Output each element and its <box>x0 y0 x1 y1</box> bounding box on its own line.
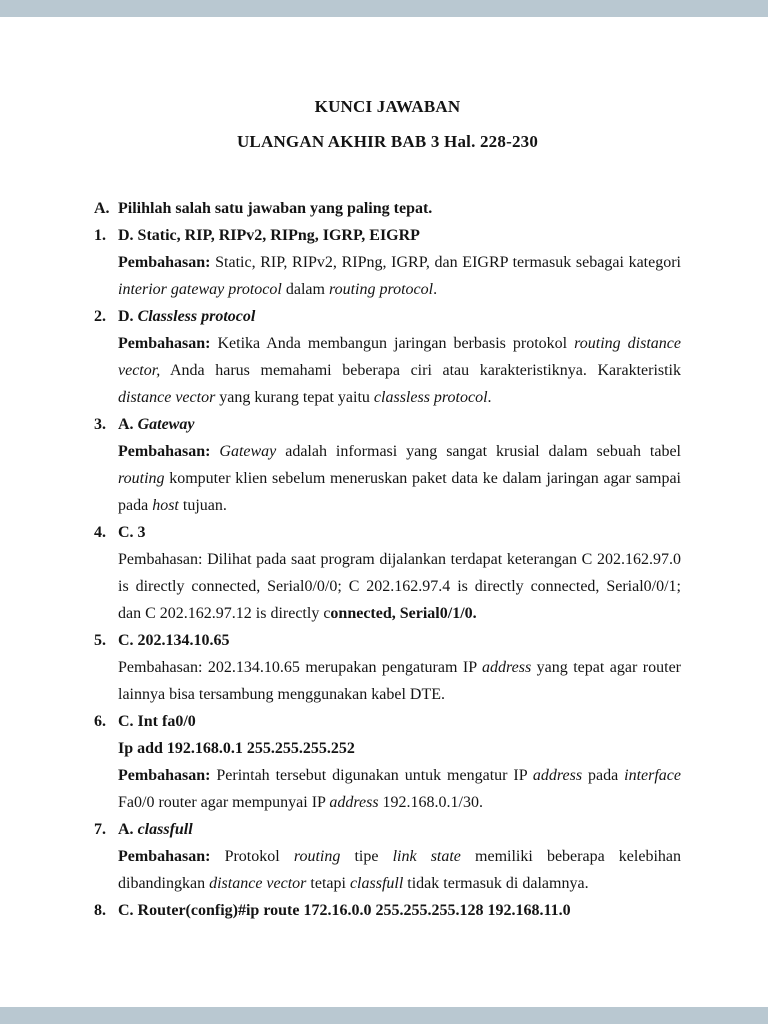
text-segment: . <box>487 389 492 406</box>
item-paragraph <box>118 762 681 816</box>
item-content <box>118 519 681 627</box>
item-paragraph <box>118 249 681 303</box>
item-number: 4. <box>94 524 106 541</box>
text-segment: yang kurang tepat yaitu <box>215 389 374 406</box>
text-segment: routing distance vector, <box>118 335 681 379</box>
text-segment: Perintah tersebut digunakan untuk mengatur IP <box>210 767 533 784</box>
text-segment: 192.168.0.1/30. <box>378 794 483 811</box>
text-segment: distance vector <box>209 875 307 892</box>
item-paragraph <box>118 546 681 627</box>
item-content <box>118 303 681 411</box>
text-segment: routing protocol <box>328 281 434 298</box>
text-segment: Pembahasan: Dilihat pada saat program dijalankan terdapat keterangan C 202.162.97.0 is directly connected, Serial0/0/0; C 202.162.97.4 is directly connected, Serial0/0/1; dan C 202.162.97.12 is directly c <box>118 551 681 622</box>
item-number: 1. <box>94 227 106 244</box>
page-content <box>0 17 768 924</box>
text-segment: link state <box>392 848 461 865</box>
answer-item <box>94 897 681 924</box>
answer-item <box>94 519 681 627</box>
item-paragraph <box>118 708 681 735</box>
text-segment: Ketika Anda membangun jaringan berbasis protokol <box>210 335 575 352</box>
item-number: 6. <box>94 713 106 730</box>
text-segment: address <box>532 767 583 784</box>
text-segment: D. <box>118 308 138 325</box>
section-heading-text: Pilihlah salah satu jawaban yang paling tepat. <box>118 200 433 217</box>
item-paragraph <box>118 330 681 411</box>
section-heading <box>94 195 681 222</box>
text-segment: tujuan. <box>178 497 227 514</box>
text-segment: Protokol <box>210 848 294 865</box>
item-paragraph <box>118 843 681 897</box>
text-segment: Pembahasan: <box>118 254 211 271</box>
text-segment: C. 3 <box>118 524 146 541</box>
answer-item <box>94 303 681 411</box>
item-content <box>118 708 681 816</box>
text-segment: C. Int fa0/0 <box>118 713 196 730</box>
text-segment: host <box>152 497 179 514</box>
viewer-bottom-margin <box>0 1007 768 1024</box>
text-segment: classless protocol <box>373 389 488 406</box>
text-segment: adalah informasi yang sangat krusial dalam sebuah tabel <box>276 443 682 460</box>
text-segment: onnected, Serial0/1/0. <box>330 605 477 622</box>
text-segment: interior gateway protocol <box>118 281 282 298</box>
text-segment: classfull <box>137 821 193 838</box>
text-segment: Pembahasan: <box>118 767 211 784</box>
item-content <box>118 897 681 924</box>
item-paragraph <box>118 222 681 249</box>
text-segment: address <box>482 659 532 676</box>
answer-item <box>94 222 681 303</box>
item-paragraph <box>118 438 681 519</box>
text-segment: C. Router(config)#ip route 172.16.0.0 255.255.255.128 192.168.11.0 <box>118 902 571 919</box>
text-segment: A. <box>118 416 138 433</box>
item-number: 5. <box>94 632 106 649</box>
item-content <box>118 627 681 708</box>
text-segment: Fa0/0 router agar mempunyai IP <box>118 794 330 811</box>
text-segment: routing <box>118 470 165 487</box>
answer-list <box>94 222 681 924</box>
text-segment: Static, RIP, RIPv2, RIPng, IGRP, dan EIGRP termasuk sebagai kategori <box>210 254 681 271</box>
answer-item <box>94 816 681 897</box>
document-subtitle: ULANGAN AKHIR BAB 3 Hal. 228-230 <box>236 132 539 151</box>
text-segment: interface <box>624 767 681 784</box>
title-block <box>94 89 681 159</box>
text-segment: Pembahasan: <box>118 443 211 460</box>
item-number: 2. <box>94 308 106 325</box>
text-segment: distance vector <box>118 389 216 406</box>
text-segment: address <box>329 794 379 811</box>
text-segment: A. <box>118 821 138 838</box>
item-paragraph <box>118 519 681 546</box>
text-segment: Ip add 192.168.0.1 255.255.255.252 <box>118 740 355 757</box>
text-segment: routing <box>293 848 341 865</box>
page-sheet <box>0 17 768 1007</box>
item-number: 8. <box>94 902 106 919</box>
text-segment: Pembahasan: 202.134.10.65 merupakan pengaturam IP <box>118 659 482 676</box>
item-number: 3. <box>94 416 106 433</box>
answer-item <box>94 411 681 519</box>
answer-item <box>94 708 681 816</box>
text-segment: tipe <box>340 848 393 865</box>
text-segment: Classless protocol <box>137 308 256 325</box>
text-segment: yang tepat agar router lainnya bisa tersambung menggunakan kabel DTE. <box>118 659 681 703</box>
item-content <box>118 816 681 897</box>
item-paragraph <box>118 627 681 654</box>
text-segment: C. 202.134.10.65 <box>118 632 230 649</box>
item-paragraph <box>118 816 681 843</box>
text-segment: memiliki beberapa kelebihan dibandingkan <box>118 848 681 892</box>
viewer-top-margin <box>0 0 768 17</box>
text-segment: . <box>433 281 438 298</box>
text-segment: Pembahasan: <box>118 335 211 352</box>
answer-item <box>94 627 681 708</box>
text-segment: D. Static, RIP, RIPv2, RIPng, IGRP, EIGRP <box>118 227 420 244</box>
text-segment: komputer klien sebelum meneruskan paket data ke dalam jaringan agar sampai pada <box>118 470 681 514</box>
text-segment: Pembahasan: <box>118 848 211 865</box>
text-segment: tidak termasuk di dalamnya. <box>403 875 589 892</box>
item-content <box>118 222 681 303</box>
document-title: KUNCI JAWABAN <box>314 97 461 116</box>
text-segment: dalam <box>281 281 329 298</box>
text-segment: Gateway <box>219 443 277 460</box>
item-paragraph <box>118 735 681 762</box>
item-paragraph <box>118 654 681 708</box>
text-segment: pada <box>582 767 625 784</box>
item-content <box>118 411 681 519</box>
text-segment: classfull <box>349 875 404 892</box>
item-paragraph <box>118 303 681 330</box>
item-paragraph <box>118 411 681 438</box>
item-paragraph <box>118 897 681 924</box>
section-heading-label: A. <box>94 200 110 217</box>
text-segment: Anda harus memahami beberapa ciri atau karakteristiknya. Karakteristik <box>160 362 681 379</box>
text-segment: Gateway <box>137 416 195 433</box>
item-number: 7. <box>94 821 106 838</box>
text-segment: tetapi <box>306 875 350 892</box>
